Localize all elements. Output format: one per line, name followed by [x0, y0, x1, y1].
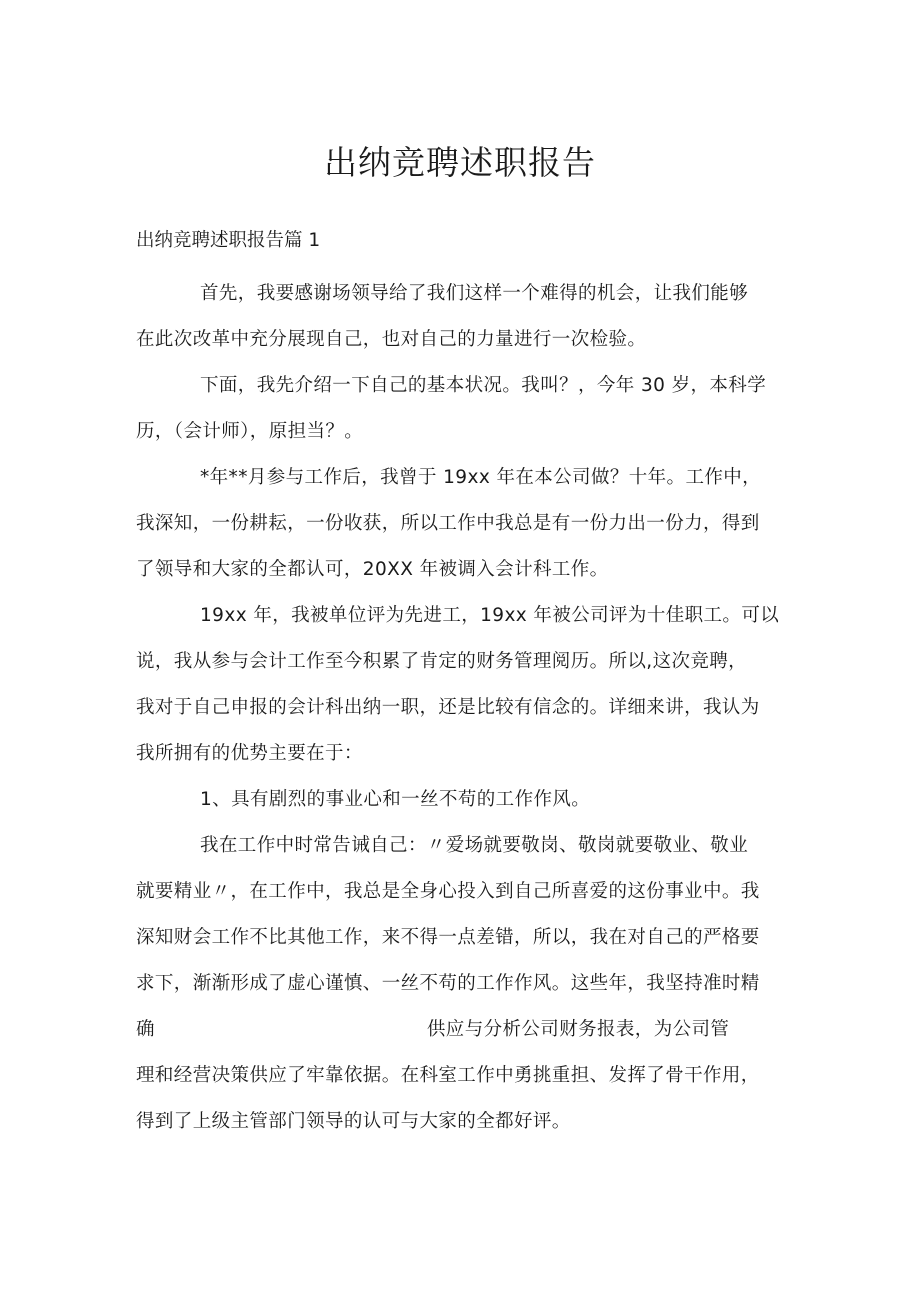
split-line-right: 供应与分析公司财务报表，为公司管: [426, 1019, 730, 1040]
text-line: 了领导和大家的全都认可，20XX 年被调入会计科工作。: [136, 559, 609, 580]
text-line: 19xx 年，我被单位评为先进工，19xx 年被公司评为十佳职工。可以: [200, 605, 780, 626]
text-line: 理和经营决策供应了牢靠依据。在科室工作中勇挑重担、发挥了骨干作用，: [136, 1065, 760, 1086]
text-line: 我所拥有的优势主要在于：: [136, 743, 363, 764]
document-title: 出纳竞聘述职报告: [324, 143, 596, 182]
document-body: [136, 271, 808, 1145]
text-line-split: [136, 1007, 808, 1053]
text-line: 深知财会工作不比其他工作，来不得一点差错，所以，我在对自己的严格要: [136, 927, 760, 948]
text-line: *年**月参与工作后，我曾于 19xx 年在本公司做？十年。工作中，: [200, 467, 762, 488]
section-heading: 出纳竞聘述职报告篇 1: [136, 230, 321, 251]
text-line: 下面，我先介绍一下自己的基本状况。我叫？，今年 30 岁，本科学: [200, 375, 767, 396]
text-line: 我对于自己申报的会计科出纳一职，还是比较有信念的。详细来讲，我认为: [136, 697, 760, 718]
text-line: 我在工作中时常告诫自己：〃爱场就要敬岗、敬岗就要敬业、敬业: [200, 835, 749, 856]
text-line: 得到了上级主管部门领导的认可与大家的全都好评。: [136, 1111, 571, 1132]
text-line: 历，（会计师），原担当？。: [136, 421, 364, 442]
text-line: 首先，我要感谢场领导给了我们这样一个难得的机会，让我们能够: [200, 283, 749, 304]
text-line: 求下，渐渐形成了虚心谨慎、一丝不苟的工作作风。这些年，我坚持准时精: [136, 973, 760, 994]
text-line: 我深知，一份耕耘，一份收获，所以工作中我总是有一份力出一份力，得到: [136, 513, 760, 534]
text-line: 1、具有剧烈的事业心和一丝不苟的工作作风。: [200, 789, 591, 810]
split-line-left: 确: [136, 1019, 155, 1040]
text-line: 说，我从参与会计工作至今积累了肯定的财务管理阅历。所以,这次竞聘，: [136, 651, 748, 672]
text-line: 在此次改革中充分展现自己，也对自己的力量进行一次检验。: [136, 329, 647, 350]
text-line: 就要精业〃，在工作中，我总是全身心投入到自己所喜爱的这份事业中。我: [136, 881, 760, 902]
